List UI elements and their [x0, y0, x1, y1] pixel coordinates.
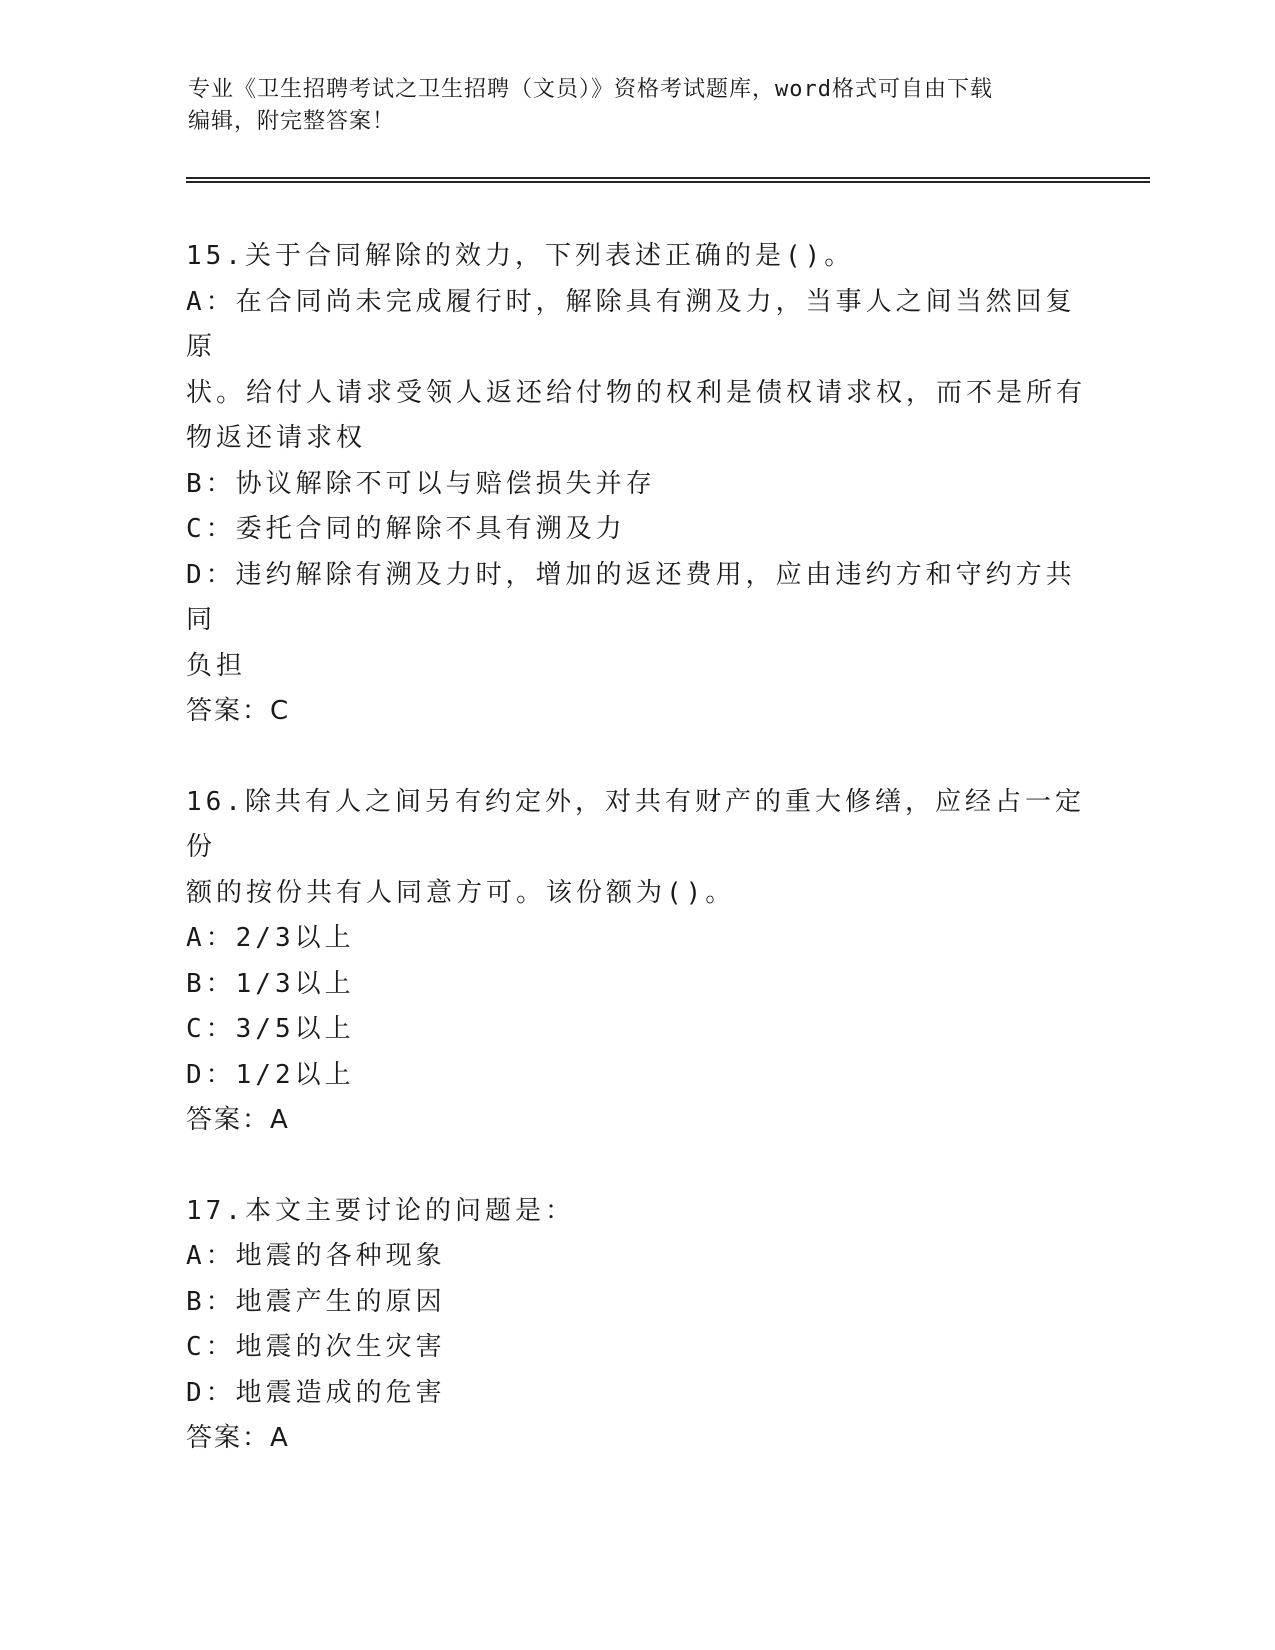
- option-c: C：委托合同的解除不具有溯及力: [186, 514, 626, 544]
- option-a-cont: 物返还请求权: [186, 423, 367, 453]
- option-d: D：违约解除有溯及力时，增加的返还费用，应由违约方和守约方共同: [186, 559, 1076, 635]
- option-a: A：地震的各种现象: [186, 1241, 446, 1271]
- header-divider-top: [186, 177, 1150, 179]
- question-16: [186, 780, 1086, 1144]
- option-c: C：3/5以上: [186, 1014, 355, 1044]
- option-a-cont: 状。给付人请求受领人返还给付物的权利是债权请求权，而不是所有: [186, 377, 1087, 408]
- option-a: A：在合同尚未完成履行时，解除具有溯及力，当事人之间当然回复原: [186, 286, 1076, 362]
- option-b: B：协议解除不可以与赔偿损失并存: [186, 468, 656, 499]
- header-divider-bottom: [186, 181, 1150, 183]
- option-a: A：2/3以上: [186, 923, 355, 953]
- question-17: [186, 1189, 1086, 1462]
- question-stem: 16.除共有人之间另有约定外，对共有财产的重大修缮，应经占一定份: [186, 786, 1085, 862]
- header-line-2: 编辑，附完整答案！: [188, 109, 396, 134]
- answer: 答案：A: [186, 1423, 290, 1453]
- option-d: D：1/2以上: [186, 1059, 355, 1090]
- question-15: [186, 234, 1086, 735]
- question-list: [186, 234, 1086, 1507]
- option-b: B：1/3以上: [186, 968, 355, 999]
- question-stem: 15.关于合同解除的效力，下列表述正确的是()。: [186, 241, 855, 271]
- answer: 答案：A: [186, 1105, 290, 1135]
- header-line-1: 专业《卫生招聘考试之卫生招聘（文员）》资格考试题库，word格式可自由下载: [188, 77, 993, 102]
- document-header: [188, 74, 1088, 138]
- question-stem-cont: 额的按份共有人同意方可。该份额为()。: [186, 877, 736, 908]
- option-d: D：地震造成的危害: [186, 1377, 446, 1408]
- answer: 答案：C: [186, 696, 291, 726]
- option-d-cont: 负担: [186, 650, 247, 681]
- option-b: B：地震产生的原因: [186, 1286, 446, 1317]
- question-stem: 17.本文主要讨论的问题是：: [186, 1195, 575, 1226]
- option-c: C：地震的次生灾害: [186, 1332, 446, 1362]
